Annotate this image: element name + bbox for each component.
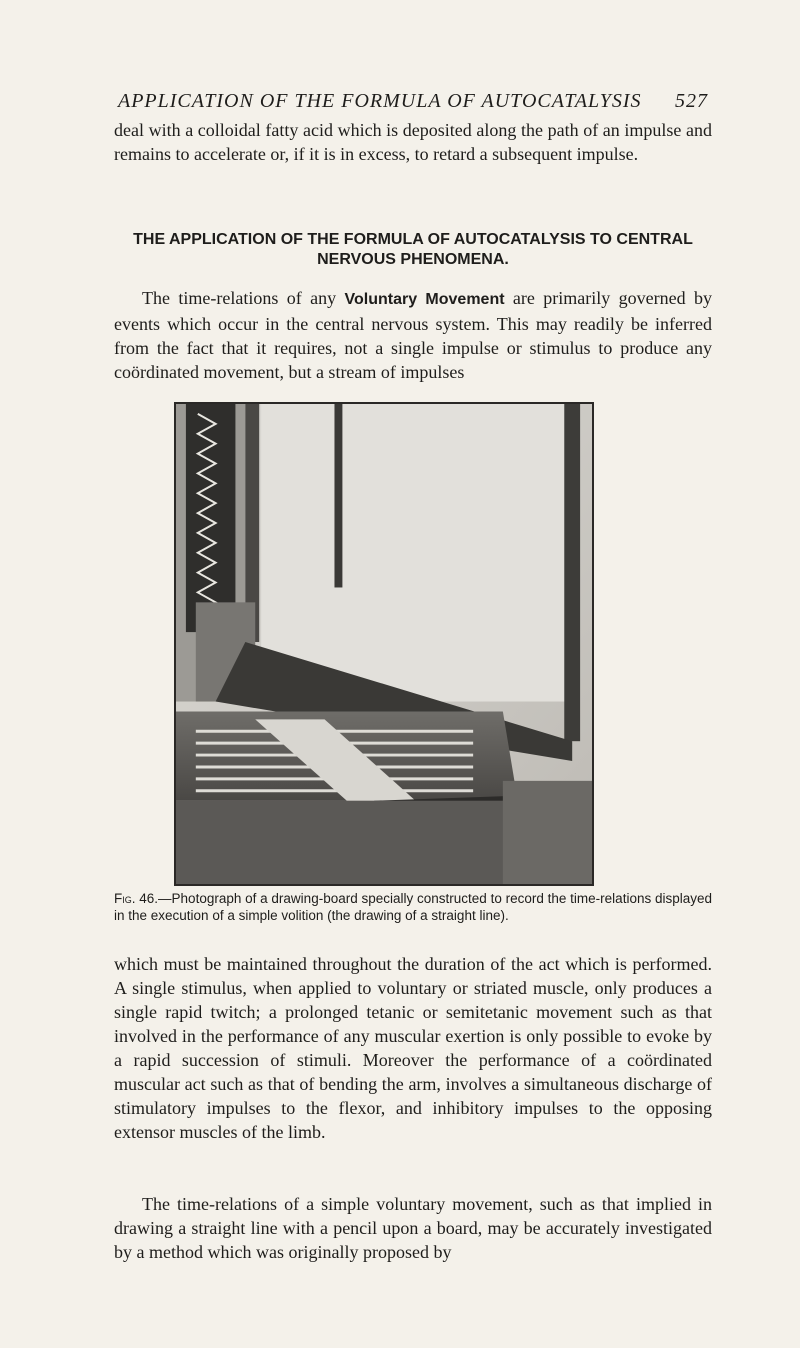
intro-paragraph: deal with a colloidal fatty acid which is deposited along the path of an impulse and remains to accelerate or, if it is in excess, to retard a subsequent impulse. — [114, 120, 712, 164]
section-heading: THE APPLICATION OF THE FORMULA OF AUTOCATALYSIS TO CENTRAL NERVOUS PHENOMENA. — [133, 231, 693, 268]
figure-caption-text: —Photograph of a drawing-board specially constructed to record the time-relations displayed in the execution of a simple volition (the drawing of a straight line). — [114, 891, 713, 923]
paragraph-2-start: The time-relations of any — [142, 288, 345, 308]
paragraph-4: The time-relations of a simple voluntary movement, such as that implied in drawing a straight line with a pencil upon a board, may be accurately investigated by a method which was originally proposed by — [114, 1194, 712, 1262]
drawing-board-photo — [176, 404, 592, 884]
figure-label: Fig. 46. — [114, 891, 159, 906]
paragraph-3: which must be maintained throughout the duration of the act which is performed. A single stimulus, when applied to voluntary or striated muscle, only produces a single rapid twitch; a prolonged tetanic or semitetanic movement such as that involved in the performance of any muscular exertion is only possible to evoke by a rapid succession of stimuli. Moreover the performance of a coördinated muscular act such as that of bending the arm, involves a simultaneous discharge of stimulatory impulses to the flexor, and inhibitory impulses to the opposing extensor muscles of the limb. — [114, 954, 712, 1142]
paragraph-2-end: are primarily governed by events which occur in the central nervous system. This may readily be inferred from the fact that it requires, not a single impulse or stimulus to produce any coördinated movement, but a stream of impulses — [114, 288, 713, 382]
paragraph-2-bold-term: Voluntary Movement — [344, 291, 505, 308]
running-head — [118, 90, 708, 113]
figure-photograph — [174, 402, 594, 886]
paragraph-2 — [114, 286, 712, 384]
page-number: 527 — [675, 90, 708, 112]
figure-caption — [114, 890, 712, 924]
running-head-title: APPLICATION OF THE FORMULA OF AUTOCATALYSIS — [118, 90, 642, 112]
